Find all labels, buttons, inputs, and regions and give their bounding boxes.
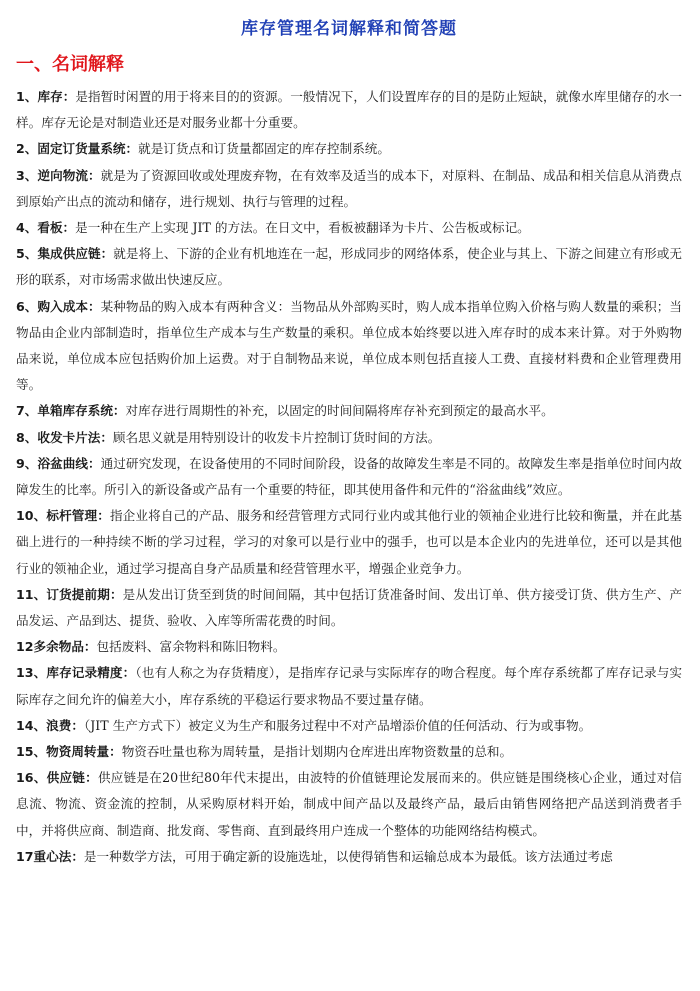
entry-term: 订货提前期： xyxy=(46,586,123,602)
entry-definition: 物资吞吐量也称为周转量，是指计划期内仓库进出库物资数量的总和。 xyxy=(121,744,513,760)
entry-number: 3、 xyxy=(16,167,38,183)
entry-number: 17 xyxy=(16,848,34,864)
definition-entry xyxy=(16,163,682,215)
entry-term: 单箱库存系统： xyxy=(37,403,126,419)
entry-term: 逆向物流： xyxy=(37,167,101,183)
entry-definition: （JIT 生产方式下）被定义为生产和服务过程中不对产品增添价值的任何活动、行为或事物。 xyxy=(83,717,592,733)
entry-definition: 某种物品的购入成本有两种含义：当物品从外部购买时，购人成本指单位购入价格与购人数量的乘积；当物品由企业内部制造时，指单位生产成本与生产数量的乘积。单位成本始终要以进入库存时的成本来计算。对于外购物品来说，单位成本应包括购价加上运费。对于自制物品来说，单位成本则包括直接人工费、直接材料费和企业管理费用等。 xyxy=(16,298,683,393)
document-title: 库存管理名词解释和简答题 xyxy=(241,19,457,39)
entry-term: 重心法： xyxy=(33,848,84,864)
definition-entry xyxy=(16,765,682,844)
entry-definition: 是一种数学方法，可用于确定新的设施选址，以使得销售和运输总成本为最低。该方法通过考虑 xyxy=(83,848,613,864)
entry-definition: 就是将上、下游的企业有机地连在一起，形成同步的网络体系，使企业与其上、下游之间建立有形或无形的联系，对市场需求做出快速反应。 xyxy=(16,246,683,288)
entry-term: 标杆管理： xyxy=(46,508,110,524)
entry-definition: 顾名思义就是用特别设计的收发卡片控制订货时间的方法。 xyxy=(112,429,441,445)
entry-number: 13、 xyxy=(16,665,47,681)
entry-term: 供应链： xyxy=(46,770,98,786)
definition-entry xyxy=(16,136,682,162)
entry-definition: 是指暂时闲置的用于将来目的的资源。一般情况下，人们设置库存的目的是防止短缺，就像水库里储存的水一样。库存无论是对制造业还是对服务业都十分重要。 xyxy=(16,89,683,131)
entry-number: 8、 xyxy=(16,429,38,445)
entry-definition: 包括废料、富余物料和陈旧物料。 xyxy=(96,639,286,655)
entry-term: 浴盆曲线： xyxy=(37,455,101,471)
definition-entry xyxy=(16,503,682,582)
entry-term: 集成供应链： xyxy=(37,246,114,262)
entry-number: 7、 xyxy=(16,403,38,419)
definition-entry xyxy=(16,582,682,634)
definition-entry xyxy=(16,294,682,399)
section-heading: 一、名词解释 xyxy=(16,54,124,75)
definition-list xyxy=(16,84,682,870)
entry-term: 物资周转量： xyxy=(46,744,122,760)
entry-number: 12 xyxy=(16,639,34,655)
entry-definition: 就是为了资源回收或处理废弃物，在有效率及适当的成本下，对原料、在制品、成品和相关信息从消费点到原始产出点的流动和储存，进行规划、执行与管理的过程。 xyxy=(16,167,683,209)
definition-entry xyxy=(16,451,682,503)
entry-number: 15、 xyxy=(16,744,47,760)
definition-entry xyxy=(16,660,682,712)
definition-entry xyxy=(16,739,682,765)
entry-term: 固定订货量系统： xyxy=(37,141,139,157)
entry-number: 9、 xyxy=(16,455,38,471)
entry-term: 收发卡片法： xyxy=(37,429,113,445)
entry-term: 购入成本： xyxy=(37,298,101,314)
definition-entry xyxy=(16,634,682,660)
entry-number: 2、 xyxy=(16,141,38,157)
definition-entry xyxy=(16,215,682,241)
entry-term: 看板： xyxy=(37,220,76,236)
entry-number: 4、 xyxy=(16,220,38,236)
definition-entry xyxy=(16,844,682,870)
entry-number: 11、 xyxy=(16,586,47,602)
entry-definition: 是从发出订货至到货的时间间隔，其中包括订货准备时间、发出订单、供方接受订货、供方生产、产品发运、产品到达、提货、验收、入库等所需花费的时间。 xyxy=(16,586,683,629)
entry-definition: 供应链是在20世纪80年代末提出，由波特的价值链理论发展而来的。供应链是围绕核心企业，通过对信息流、物流、资金流的控制，从采购原材料开始，制成中间产品以及最终产品，最后由销售网络把产品送到消费者手中，并将供应商、制造商、批发商、零售商、直到最终用户连成一个整体的功能网络结构模式。 xyxy=(16,770,682,838)
entry-definition: 对库存进行周期性的补充，以固定的时间间隔将库存补充到预定的最高水平。 xyxy=(125,403,554,419)
definition-entry xyxy=(16,241,682,293)
entry-term: 多余物品： xyxy=(33,639,97,655)
entry-definition: （也有人称之为存货精度），是指库存记录与实际库存的吻合程度。每个库存系统都了库存记录与实际库存之间允许的偏差大小，库存系统的平稳运行要求物品不要过量存储。 xyxy=(16,665,683,707)
entry-definition: 就是订货点和订货量都固定的库存控制系统。 xyxy=(138,141,390,157)
entry-number: 5、 xyxy=(16,246,38,262)
entry-term: 库存记录精度： xyxy=(46,665,136,681)
entry-number: 14、 xyxy=(16,717,47,733)
entry-number: 1、 xyxy=(16,89,38,104)
definition-entry xyxy=(16,84,682,136)
definition-entry xyxy=(16,425,682,451)
definition-entry xyxy=(16,713,682,739)
entry-definition: 指企业将自己的产品、服务和经营管理方式同行业内或其他行业的领袖企业进行比较和衡量，并在此基础上进行的一种持续不断的学习过程，学习的对象可以是行业中的强手，也可以是本企业内的先进单位，还可以是其他行业的领袖企业，通过学习提高自身产品质量和经营管理水平，增强企业竞争力。 xyxy=(16,508,683,576)
entry-number: 6、 xyxy=(16,298,38,314)
entry-term: 库存： xyxy=(37,89,76,104)
entry-definition: 是一种在生产上实现 JIT 的方法。在日文中，看板被翻译为卡片、公告板或标记。 xyxy=(75,220,530,236)
definition-entry xyxy=(16,398,682,424)
entry-number: 16、 xyxy=(16,770,47,786)
entry-term: 浪费： xyxy=(46,717,84,733)
entry-number: 10、 xyxy=(16,508,47,524)
entry-definition: 通过研究发现，在设备使用的不同时间阶段，设备的故障发生率是不同的。故障发生率是指单位时间内故障发生的比率。所引入的新设备或产品有一个重要的特征，即其使用备件和元件的“浴盆曲线”效应。 xyxy=(16,455,683,498)
